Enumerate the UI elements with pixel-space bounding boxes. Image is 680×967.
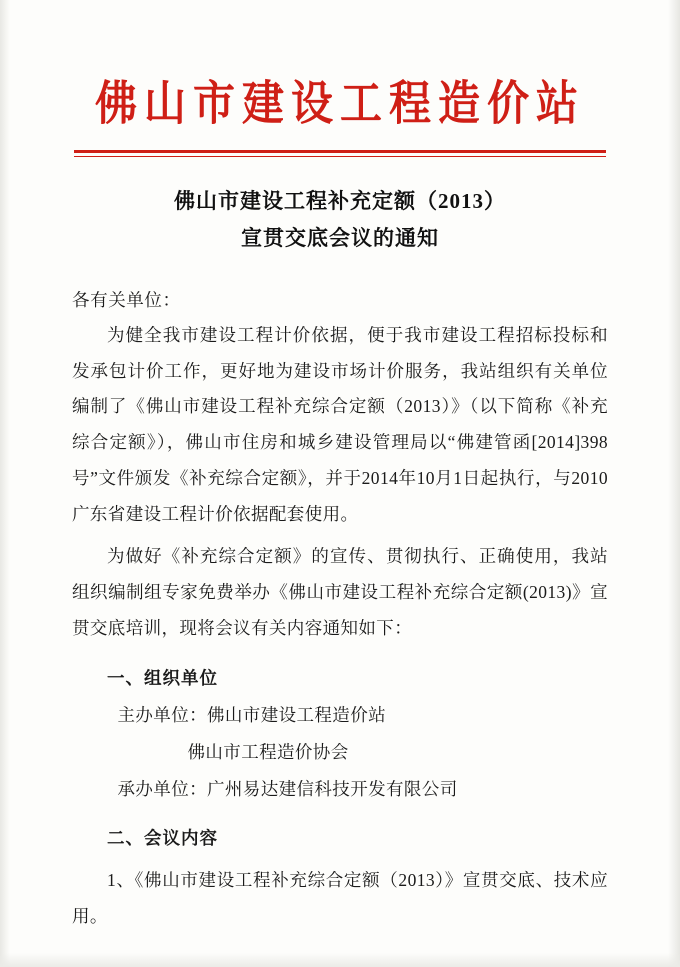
scan-edge-bottom — [0, 953, 680, 967]
section-heading-organizers: 一、组织单位 — [107, 667, 218, 688]
salutation: 各有关单位： — [72, 289, 181, 310]
host-organization-line-2: 佛山市工程造价协会 — [187, 742, 349, 763]
document-title-line-1: 佛山市建设工程补充定额（2013） — [174, 189, 506, 214]
host-organization-line-1: 主办单位：佛山市建设工程造价站 — [117, 705, 386, 726]
paragraph-training-purpose: 为做好《补充综合定额》的宣传、贯彻执行、正确使用，我站组织编制组专家免费举办《佛山市建设工程补充综合定额(2013)》宣贯交底培训，现将会议有关内容通知如下： — [72, 545, 608, 638]
scan-edge-left — [0, 0, 10, 967]
letterhead-divider — [72, 150, 608, 157]
document-title — [72, 183, 608, 257]
document-title-line-2: 宣贯交底会议的通知 — [241, 225, 439, 250]
meeting-content-item-1: 1、《佛山市建设工程补充综合定额（2013）》宣贯交底、技术应用。 — [72, 870, 608, 927]
divider-thick-line — [74, 150, 606, 153]
undertaking-organization: 承办单位：广州易达建信科技开发有限公司 — [117, 779, 458, 800]
letterhead-organization: 佛山市建设工程造价站 — [94, 75, 585, 131]
letterhead — [72, 0, 608, 131]
section-heading-meeting-content: 二、会议内容 — [107, 828, 218, 849]
divider-thin-line — [74, 156, 606, 157]
paragraph-background: 为健全我市建设工程计价依据，便于我市建设工程招标投标和发承包计价工作，更好地为建设市场计价服务，我站组织有关单位编制了《佛山市建设工程补充综合定额（2013）》（以下简称《补充综合定额》），佛山市住房和城乡建设管理局以“佛建管函[2014]398号”文件颁发《补充综合定额》，并于2014年10月1日起执行，与2010广东省建设工程计价依据配套使用。 — [72, 324, 608, 525]
scan-edge-right — [668, 0, 680, 967]
